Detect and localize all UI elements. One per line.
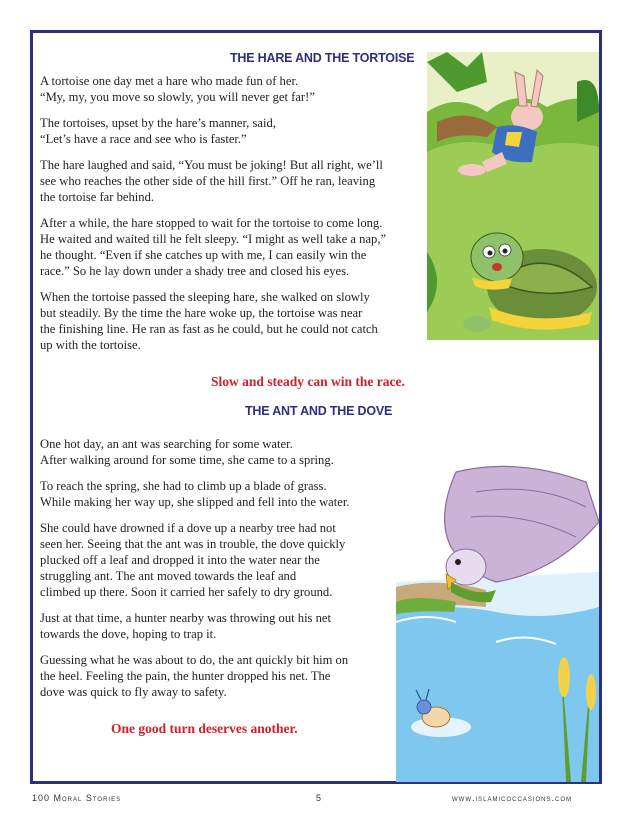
story-line: race.” So he lay down under a shady tree and closed his eyes. (40, 264, 350, 278)
story-paragraph (40, 157, 440, 205)
story-line: She could have drowned if a dove up a nearby tree had not (40, 521, 336, 535)
hare-tortoise-illustration (427, 52, 599, 340)
story-paragraph (40, 520, 400, 600)
story-line: The hare laughed and said, “You must be joking! But all right, we’ll (40, 158, 383, 172)
story-paragraph (40, 115, 440, 147)
story-paragraph (40, 73, 440, 105)
story-line: After a while, the hare stopped to wait for the tortoise to come long. (40, 216, 383, 230)
story-line: climbed up there. Soon it carried her safely to dry ground. (40, 585, 333, 599)
story-body-hare-tortoise (40, 73, 440, 363)
story-line: but steadily. By the time the hare woke up, the tortoise was near (40, 306, 363, 320)
story-line: One hot day, an ant was searching for some water. (40, 437, 293, 451)
story-paragraph (40, 478, 400, 510)
story-line: A tortoise one day met a hare who made fun of her. (40, 74, 299, 88)
story-paragraph (40, 215, 440, 279)
story-line: “My, my, you move so slowly, you will never get far!” (40, 90, 315, 104)
story-line: the heel. Feeling the pain, the hunter dropped his net. The (40, 669, 331, 683)
story-paragraph (40, 289, 440, 353)
story-line: struggling ant. The ant moved towards the leaf and (40, 569, 297, 583)
story-line: the finishing line. He ran as fast as he could, but he could not catch (40, 322, 378, 336)
story-line: dove was quick to fly away to safety. (40, 685, 227, 699)
story-line: seen her. Seeing that the ant was in trouble, the dove quickly (40, 537, 346, 551)
story-paragraph (40, 652, 400, 700)
story-line: The tortoises, upset by the hare’s manner, said, (40, 116, 276, 130)
ant-dove-illustration (396, 462, 599, 782)
story-line: He waited and waited till he felt sleepy. “I might as well take a nap,” (40, 232, 387, 246)
story-line: he thought. “Even if she catches up with me, I can easily win the (40, 248, 367, 262)
footer-website: www.islamicoccasions.com (452, 793, 572, 803)
story-paragraph (40, 436, 400, 468)
story-line: the tortoise far behind. (40, 190, 155, 204)
story-line: Guessing what he was about to do, the ant quickly bit him on (40, 653, 349, 667)
story-title-hare-tortoise: THE HARE AND THE TORTOISE (230, 51, 415, 65)
story-line: towards the dove, hoping to trap it. (40, 627, 217, 641)
story-line: up with the tortoise. (40, 338, 141, 352)
moral-hare-tortoise: Slow and steady can win the race. (211, 374, 405, 389)
story-line: When the tortoise passed the sleeping hare, she walked on slowly (40, 290, 370, 304)
story-line: After walking around for some time, she came to a spring. (40, 453, 334, 467)
story-line: While making her way up, she slipped and fell into the water. (40, 495, 350, 509)
footer-page-number: 5 (316, 793, 323, 803)
footer-left: 100 Moral Stories (32, 793, 122, 803)
story-line: see who reaches the other side of the hill first.” Off he ran, leaving (40, 174, 376, 188)
story-line: To reach the spring, she had to climb up a blade of grass. (40, 479, 327, 493)
story-body-ant-dove (40, 436, 400, 710)
story-line: Just at that time, a hunter nearby was throwing out his net (40, 611, 331, 625)
story-title-ant-dove: THE ANT AND THE DOVE (245, 404, 393, 418)
story-paragraph (40, 610, 400, 642)
story-line: “Let’s have a race and see who is faster.” (40, 132, 247, 146)
story-line: plucked off a leaf and dropped it into the water near the (40, 553, 320, 567)
moral-ant-dove: One good turn deserves another. (111, 721, 298, 736)
